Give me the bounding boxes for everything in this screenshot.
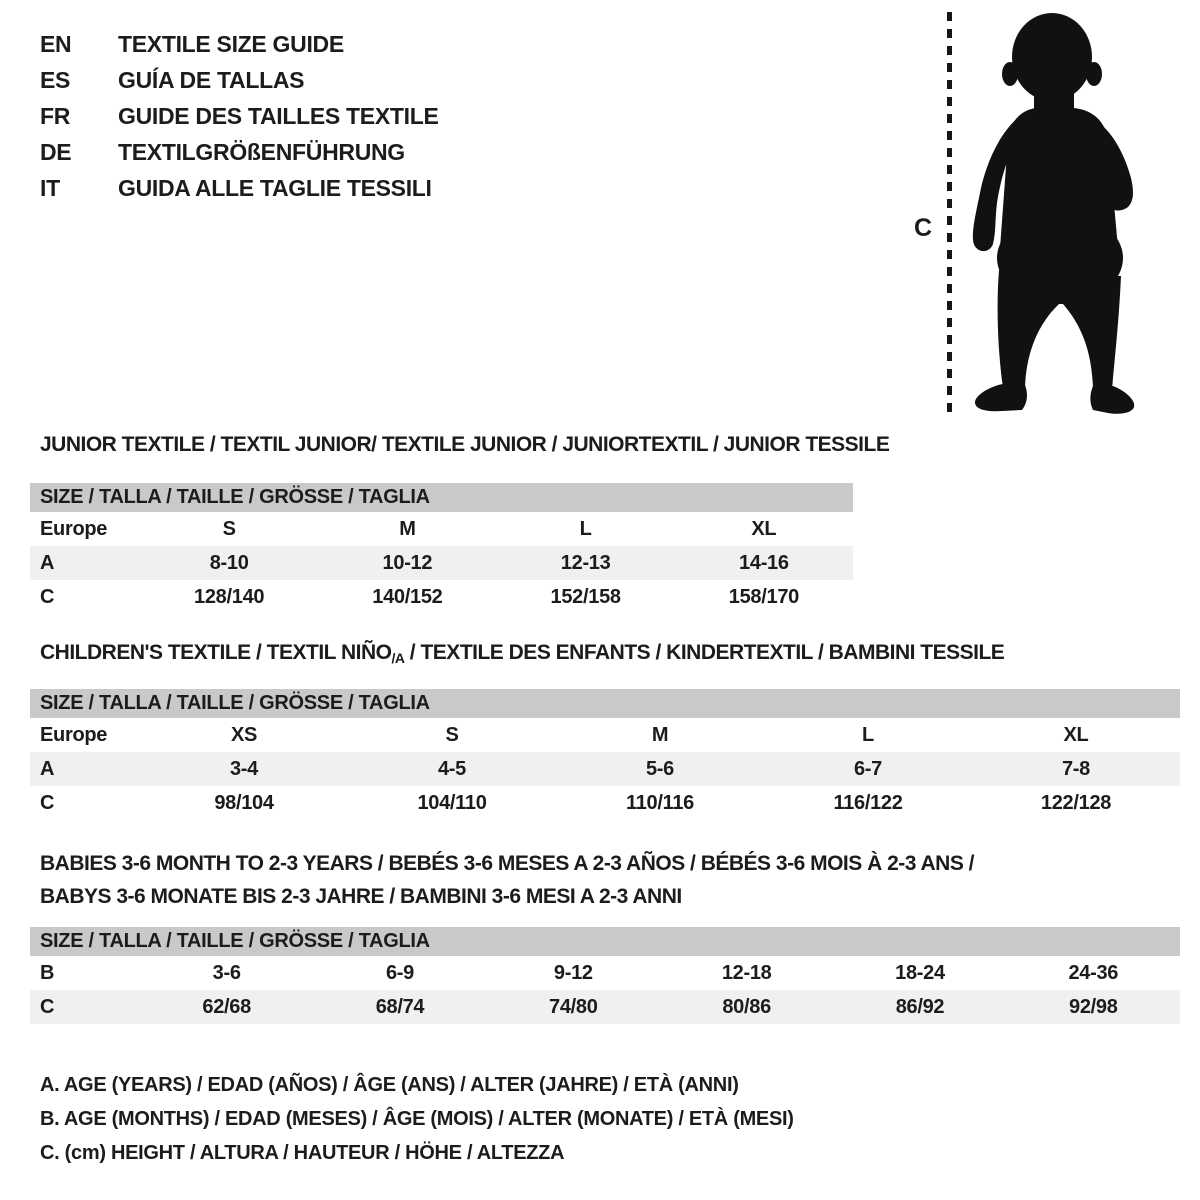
height-value-cell: 116/122 bbox=[833, 791, 903, 814]
table-row bbox=[30, 786, 1180, 820]
age-value-cell: 14-16 bbox=[739, 551, 789, 574]
row-label: B bbox=[40, 961, 55, 984]
language-code: DE bbox=[40, 138, 72, 165]
size-header-bar: SIZE / TALLA / TAILLE / GRÖSSE / TAGLIA bbox=[30, 927, 1180, 956]
table-row bbox=[30, 752, 1180, 786]
row-label: C bbox=[40, 791, 55, 814]
row-label: C bbox=[40, 995, 55, 1018]
babies-size-table bbox=[30, 927, 1180, 1024]
language-code: FR bbox=[40, 102, 71, 129]
size-value-cell: L bbox=[579, 517, 592, 540]
junior-section-title: JUNIOR TEXTILE / TEXTIL JUNIOR/ TEXTILE JUNIOR / JUNIORTEXTIL / JUNIOR TESSILE bbox=[40, 433, 890, 456]
months-value-cell: 12-18 bbox=[721, 961, 772, 984]
children-section-title bbox=[40, 641, 1004, 666]
guide-title-de: TEXTILGRÖßENFÜHRUNG bbox=[118, 138, 405, 165]
age-value-cell: 10-12 bbox=[382, 551, 433, 574]
table-row bbox=[30, 956, 1180, 990]
size-value-cell: M bbox=[651, 723, 669, 746]
months-value-cell: 3-6 bbox=[212, 961, 241, 984]
age-value-cell: 7-8 bbox=[1061, 757, 1090, 780]
age-value-cell: 6-7 bbox=[853, 757, 882, 780]
size-value-cell: XS bbox=[230, 723, 258, 746]
title-text: CHILDREN'S TEXTILE / TEXTIL NIÑO bbox=[40, 641, 392, 664]
height-value-cell: 128/140 bbox=[194, 585, 265, 608]
height-value-cell: 62/68 bbox=[202, 995, 251, 1018]
list-item bbox=[40, 170, 439, 206]
list-item bbox=[40, 98, 439, 134]
size-value-cell: XL bbox=[751, 517, 777, 540]
height-value-cell: 158/170 bbox=[728, 585, 799, 608]
height-value-cell: 104/110 bbox=[417, 791, 487, 814]
size-header-bar: SIZE / TALLA / TAILLE / GRÖSSE / TAGLIA bbox=[30, 689, 1180, 718]
row-label: Europe bbox=[40, 723, 108, 746]
size-header-bar: SIZE / TALLA / TAILLE / GRÖSSE / TAGLIA bbox=[30, 483, 853, 512]
list-item bbox=[40, 26, 439, 62]
height-value-cell: 68/74 bbox=[375, 995, 425, 1018]
babies-section-title bbox=[40, 847, 974, 913]
legend-line-a: A. AGE (YEARS) / EDAD (AÑOS) / ÂGE (ANS) / ALTER (JAHRE) / ETÀ (ANNI) bbox=[40, 1074, 739, 1096]
height-value-cell: 122/128 bbox=[1040, 791, 1112, 814]
title-subscript: /A bbox=[391, 650, 405, 666]
guide-title-fr: GUIDE DES TAILLES TEXTILE bbox=[118, 102, 439, 129]
height-value-cell: 98/104 bbox=[214, 791, 274, 814]
list-item bbox=[40, 134, 439, 170]
language-code: ES bbox=[40, 66, 71, 93]
language-guide-list bbox=[40, 26, 439, 206]
size-value-cell: S bbox=[222, 517, 236, 540]
height-marker-label: C bbox=[914, 214, 932, 242]
row-label: A bbox=[40, 757, 55, 780]
height-dashed-line bbox=[947, 12, 952, 416]
months-value-cell: 6-9 bbox=[385, 961, 414, 984]
table-row bbox=[30, 718, 1180, 752]
list-item bbox=[40, 62, 439, 98]
guide-title-es: GUÍA DE TALLAS bbox=[118, 66, 305, 93]
height-value-cell: 140/152 bbox=[372, 585, 443, 608]
language-code: IT bbox=[40, 174, 60, 201]
age-value-cell: 5-6 bbox=[645, 757, 674, 780]
age-value-cell: 3-4 bbox=[229, 757, 258, 780]
months-value-cell: 24-36 bbox=[1068, 961, 1119, 984]
height-value-cell: 80/86 bbox=[722, 995, 771, 1018]
age-value-cell: 12-13 bbox=[560, 551, 611, 574]
size-value-cell: L bbox=[862, 723, 874, 746]
size-value-cell: M bbox=[399, 517, 416, 540]
height-value-cell: 74/80 bbox=[549, 995, 598, 1018]
row-label: Europe bbox=[40, 517, 108, 540]
legend-line-c: C. (cm) HEIGHT / ALTURA / HAUTEUR / HÖHE / ALTEZZA bbox=[40, 1142, 565, 1164]
size-value-cell: S bbox=[445, 723, 459, 746]
title-line-1: BABIES 3-6 MONTH TO 2-3 YEARS / BEBÉS 3-6 MESES A 2-3 AÑOS / BÉBÉS 3-6 MOIS À 2-3 ANS / bbox=[40, 852, 975, 875]
table-row bbox=[30, 512, 853, 546]
children-size-table bbox=[30, 689, 1180, 820]
language-code: EN bbox=[40, 30, 72, 57]
row-label: C bbox=[40, 585, 55, 608]
size-value-cell: XL bbox=[1063, 723, 1089, 746]
guide-title-it: GUIDA ALLE TAGLIE TESSILI bbox=[118, 174, 432, 201]
toddler-silhouette-icon bbox=[962, 8, 1152, 420]
height-value-cell: 92/98 bbox=[1069, 995, 1118, 1018]
legend bbox=[40, 1068, 794, 1170]
table-row bbox=[30, 580, 853, 614]
junior-size-table bbox=[30, 483, 853, 614]
guide-title-en: TEXTILE SIZE GUIDE bbox=[118, 30, 344, 57]
age-value-cell: 8-10 bbox=[209, 551, 249, 574]
height-value-cell: 86/92 bbox=[895, 995, 945, 1018]
legend-line-b: B. AGE (MONTHS) / EDAD (MESES) / ÂGE (MOIS) / ALTER (MONATE) / ETÀ (MESI) bbox=[40, 1108, 794, 1130]
title-line-2: BABYS 3-6 MONATE BIS 2-3 JAHRE / BAMBINI 3-6 MESI A 2-3 ANNI bbox=[40, 885, 682, 908]
height-value-cell: 152/158 bbox=[550, 585, 621, 608]
table-row bbox=[30, 990, 1180, 1024]
age-value-cell: 4-5 bbox=[437, 757, 466, 780]
table-row bbox=[30, 546, 853, 580]
title-text: / TEXTILE DES ENFANTS / KINDERTEXTIL / BAMBINI TESSILE bbox=[404, 641, 1005, 664]
row-label: A bbox=[40, 551, 55, 574]
height-value-cell: 110/116 bbox=[626, 791, 694, 814]
months-value-cell: 18-24 bbox=[895, 961, 945, 984]
months-value-cell: 9-12 bbox=[553, 961, 593, 984]
